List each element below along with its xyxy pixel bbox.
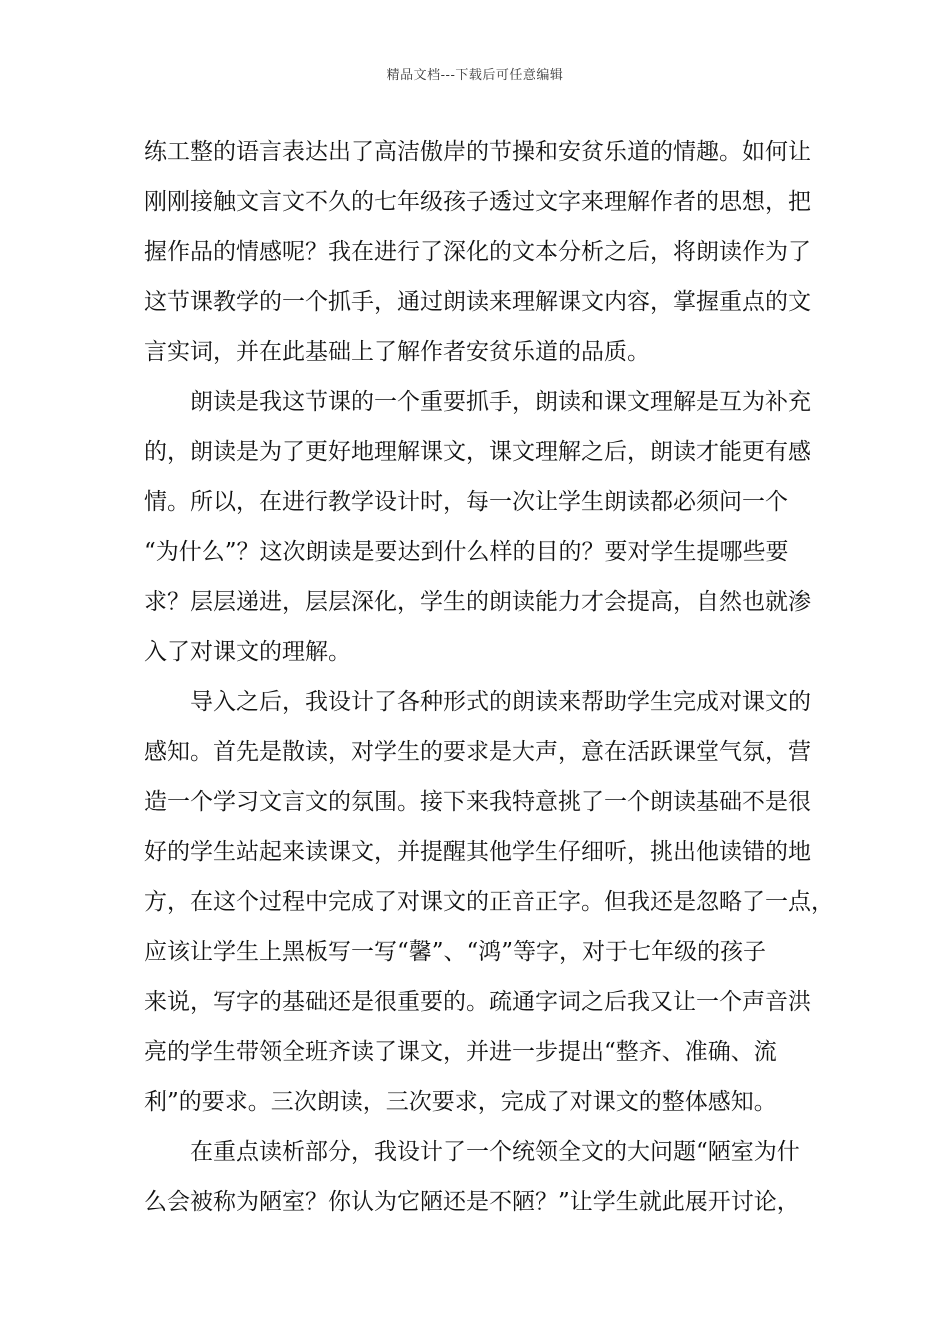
- text-line: 的，朗读是为了更好地理解课文，课文理解之后，朗读才能更有感: [144, 439, 811, 465]
- paragraph-2: [144, 377, 824, 677]
- text-line: 方，在这个过程中完成了对课文的正音正字。但我还是忽略了一点，: [144, 889, 834, 915]
- text-line: 入了对课文的理解。: [144, 639, 351, 665]
- text-line: 朗读是我这节课的一个重要抓手，朗读和课文理解是互为补充: [190, 389, 811, 415]
- text-line: 么会被称为陋室？你认为它陋还是不陋？”让学生就此展开讨论，: [144, 1189, 800, 1215]
- text-line: 来说，写字的基础还是很重要的。疏通字词之后我又让一个声音洪: [144, 989, 811, 1015]
- text-line: 亮的学生带领全班齐读了课文，并进一步提出“整齐、准确、流: [144, 1039, 777, 1065]
- text-line: 好的学生站起来读课文，并提醒其他学生仔细听，挑出他读错的地: [144, 839, 811, 865]
- text-line: 应该让学生上黑板写一写“馨”、“鸿”等字，对于七年级的孩子: [144, 939, 767, 965]
- paragraph-1: [144, 127, 824, 377]
- text-line: 导入之后，我设计了各种形式的朗读来帮助学生完成对课文的: [190, 689, 811, 715]
- text-line: 求？层层递进，层层深化，学生的朗读能力才会提高，自然也就渗: [144, 589, 811, 615]
- text-line: 造一个学习文言文的氛围。接下来我特意挑了一个朗读基础不是很: [144, 789, 811, 815]
- text-line: 在重点读析部分，我设计了一个统领全文的大问题“陋室为什: [190, 1139, 800, 1165]
- text-line: 这节课教学的一个抓手，通过朗读来理解课文内容，掌握重点的文: [144, 289, 811, 315]
- text-line: 握作品的情感呢？我在进行了深化的文本分析之后，将朗读作为了: [144, 239, 811, 265]
- text-line: 感知。首先是散读，对学生的要求是大声，意在活跃课堂气氛，营: [144, 739, 811, 765]
- text-line: 练工整的语言表达出了高洁傲岸的节操和安贫乐道的情趣。如何让: [144, 139, 811, 165]
- text-line: 情。所以，在进行教学设计时，每一次让学生朗读都必须问一个: [144, 489, 788, 515]
- text-line: 刚刚接触文言文不久的七年级孩子透过文字来理解作者的思想，把: [144, 189, 811, 215]
- text-line: 言实词，并在此基础上了解作者安贫乐道的品质。: [144, 339, 650, 365]
- text-line: “为什么”？这次朗读是要达到什么样的目的？要对学生提哪些要: [144, 539, 789, 565]
- document-body: [144, 127, 834, 1227]
- text-line: 利”的要求。三次朗读，三次要求，完成了对课文的整体感知。: [144, 1089, 777, 1115]
- paragraph-3: [144, 677, 834, 1127]
- paragraph-4: [144, 1127, 824, 1227]
- page-header: 精品文档---下载后可任意编辑: [386, 68, 564, 83]
